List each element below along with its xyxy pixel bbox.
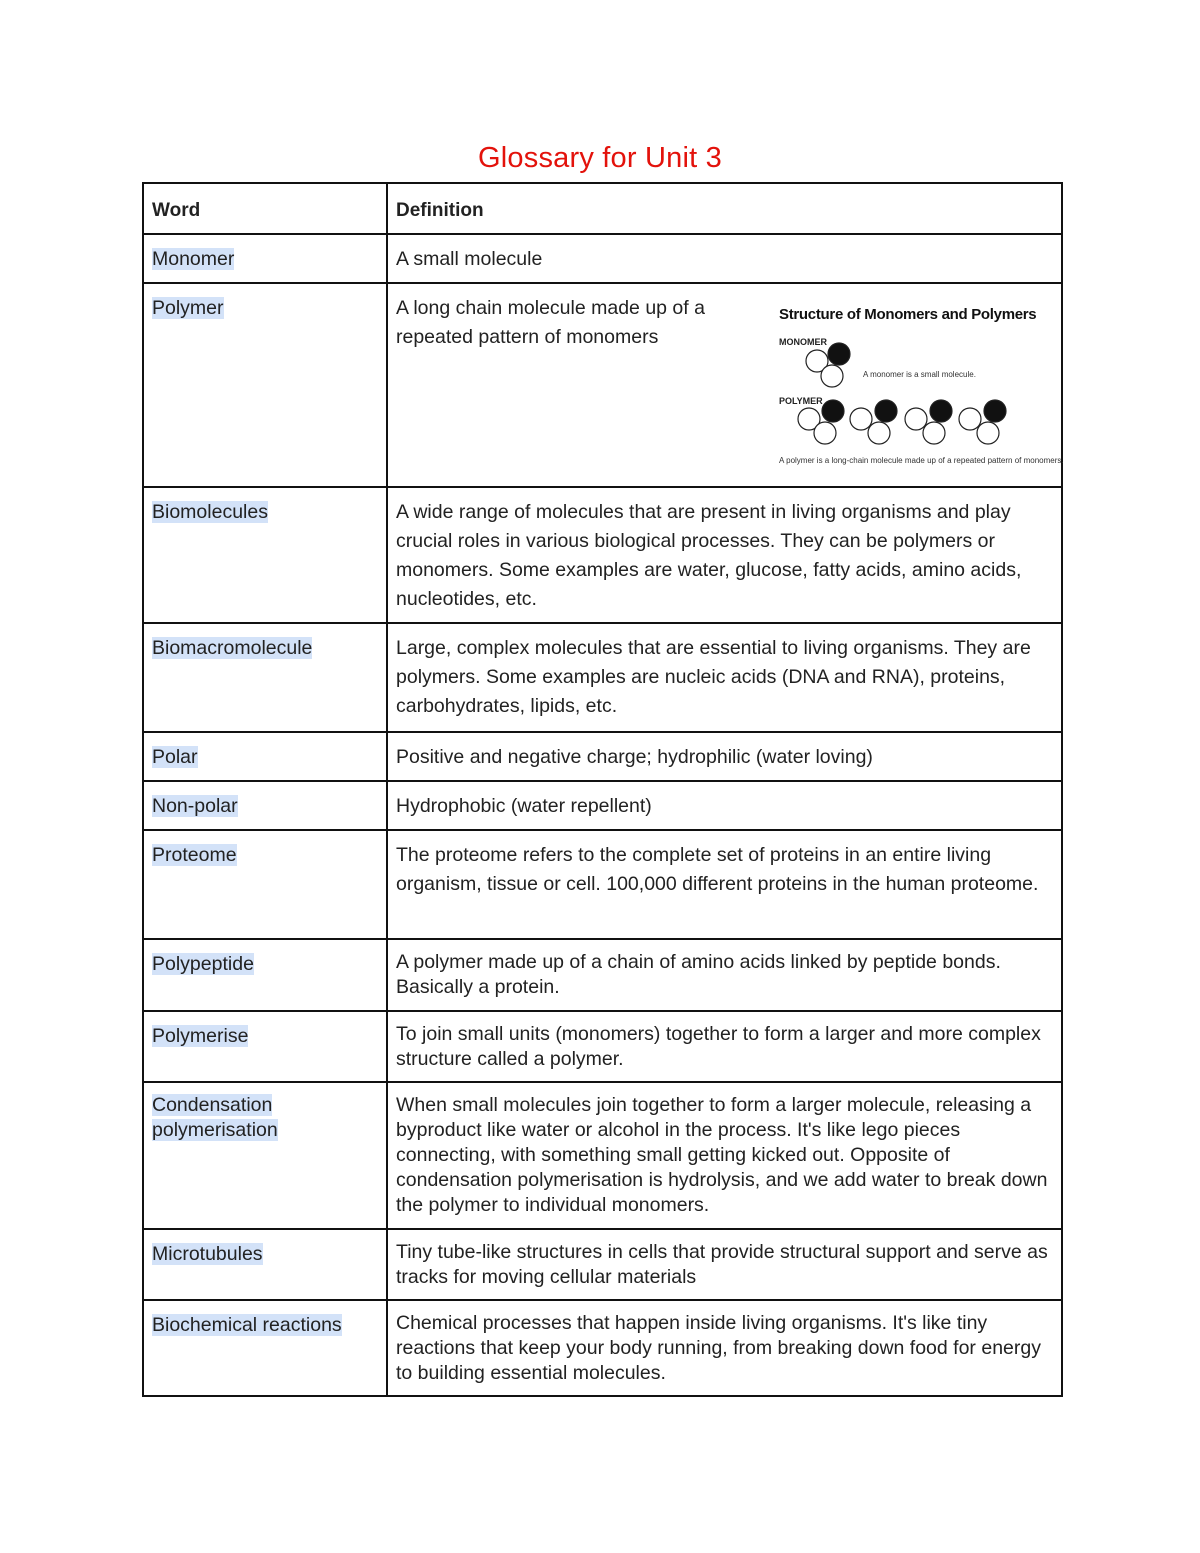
term-condensation-polymerisation: Condensation polymerisation xyxy=(152,1094,278,1141)
definition-polar: Positive and negative charge; hydrophilic (water loving) xyxy=(387,732,1062,781)
table-row xyxy=(143,487,1062,623)
term-non-polar: Non-polar xyxy=(152,795,238,817)
definition-monomer: A small molecule xyxy=(387,234,1062,283)
term-polar: Polar xyxy=(152,746,198,768)
table-row xyxy=(143,1011,1062,1082)
table-header-row xyxy=(143,183,1062,234)
table-row xyxy=(143,830,1062,939)
definition-microtubules: Tiny tube-like structures in cells that provide structural support and serve as tracks for moving cellular materials xyxy=(387,1229,1062,1300)
polymer-caption: A polymer is a long-chain molecule made up of a repeated pattern of monomers. xyxy=(779,456,1064,465)
term-polypeptide: Polypeptide xyxy=(152,953,254,975)
polymer-label: POLYMER xyxy=(779,396,823,406)
table-row xyxy=(143,283,1062,487)
molecule-chain-graphic xyxy=(773,299,1053,471)
monomer-polymer-diagram xyxy=(773,299,1064,471)
glossary-table xyxy=(142,182,1063,1397)
term-polymer: Polymer xyxy=(152,297,224,319)
column-header-definition: Definition xyxy=(387,183,1062,234)
monomer-caption: A monomer is a small molecule. xyxy=(863,370,976,379)
table-row xyxy=(143,1229,1062,1300)
table-row xyxy=(143,939,1062,1011)
definition-polypeptide: A polymer made up of a chain of amino acids linked by peptide bonds. Basically a protein. xyxy=(387,939,1062,1011)
definition-polymer-cell xyxy=(387,283,1062,487)
definition-biomolecules: A wide range of molecules that are present in living organisms and play crucial roles in various biological processes. They can be polymers or monomers. Some examples are water, glucose, fatty acids, amino acids, nucleotides, etc. xyxy=(387,487,1062,623)
definition-condensation-polymerisation: When small molecules join together to form a larger molecule, releasing a byproduct like water or alcohol in the process. It's like lego pieces connecting, with something small getting kicked out. Opposite of condensation polymerisation is hydrolysis, and we add water to break down the polymer to individual monomers. xyxy=(387,1082,1062,1229)
definition-polymerise: To join small units (monomers) together to form a larger and more complex structure called a polymer. xyxy=(387,1011,1062,1082)
column-header-word: Word xyxy=(143,183,387,234)
term-biomacromolecule: Biomacromolecule xyxy=(152,637,313,659)
definition-biomacromolecule: Large, complex molecules that are essential to living organisms. They are polymers. Some examples are nucleic acids (DNA and RNA), proteins, carbohydrates, lipids, etc. xyxy=(387,623,1062,732)
table-row xyxy=(143,732,1062,781)
table-row xyxy=(143,1082,1062,1229)
term-biochemical-reactions: Biochemical reactions xyxy=(152,1314,342,1336)
term-monomer: Monomer xyxy=(152,248,235,270)
table-row xyxy=(143,623,1062,732)
term-biomolecules: Biomolecules xyxy=(152,501,268,523)
page-title: Glossary for Unit 3 xyxy=(478,142,722,174)
monomer-label: MONOMER xyxy=(779,337,827,347)
term-polymerise: Polymerise xyxy=(152,1025,249,1047)
table-row xyxy=(143,1300,1062,1396)
definition-biochemical-reactions: Chemical processes that happen inside living organisms. It's like tiny reactions that keep your body running, from breaking down food for energy to building essential molecules. xyxy=(387,1300,1062,1396)
definition-proteome: The proteome refers to the complete set of proteins in an entire living organism, tissue or cell. 100,000 different proteins in the human proteome. xyxy=(387,830,1062,939)
definition-polymer: A long chain molecule made up of a repeated pattern of monomers xyxy=(396,297,705,348)
term-proteome: Proteome xyxy=(152,844,237,866)
definition-non-polar: Hydrophobic (water repellent) xyxy=(387,781,1062,830)
term-microtubules: Microtubules xyxy=(152,1243,263,1265)
table-row xyxy=(143,234,1062,283)
diagram-title: Structure of Monomers and Polymers xyxy=(779,306,1037,323)
table-row xyxy=(143,781,1062,830)
